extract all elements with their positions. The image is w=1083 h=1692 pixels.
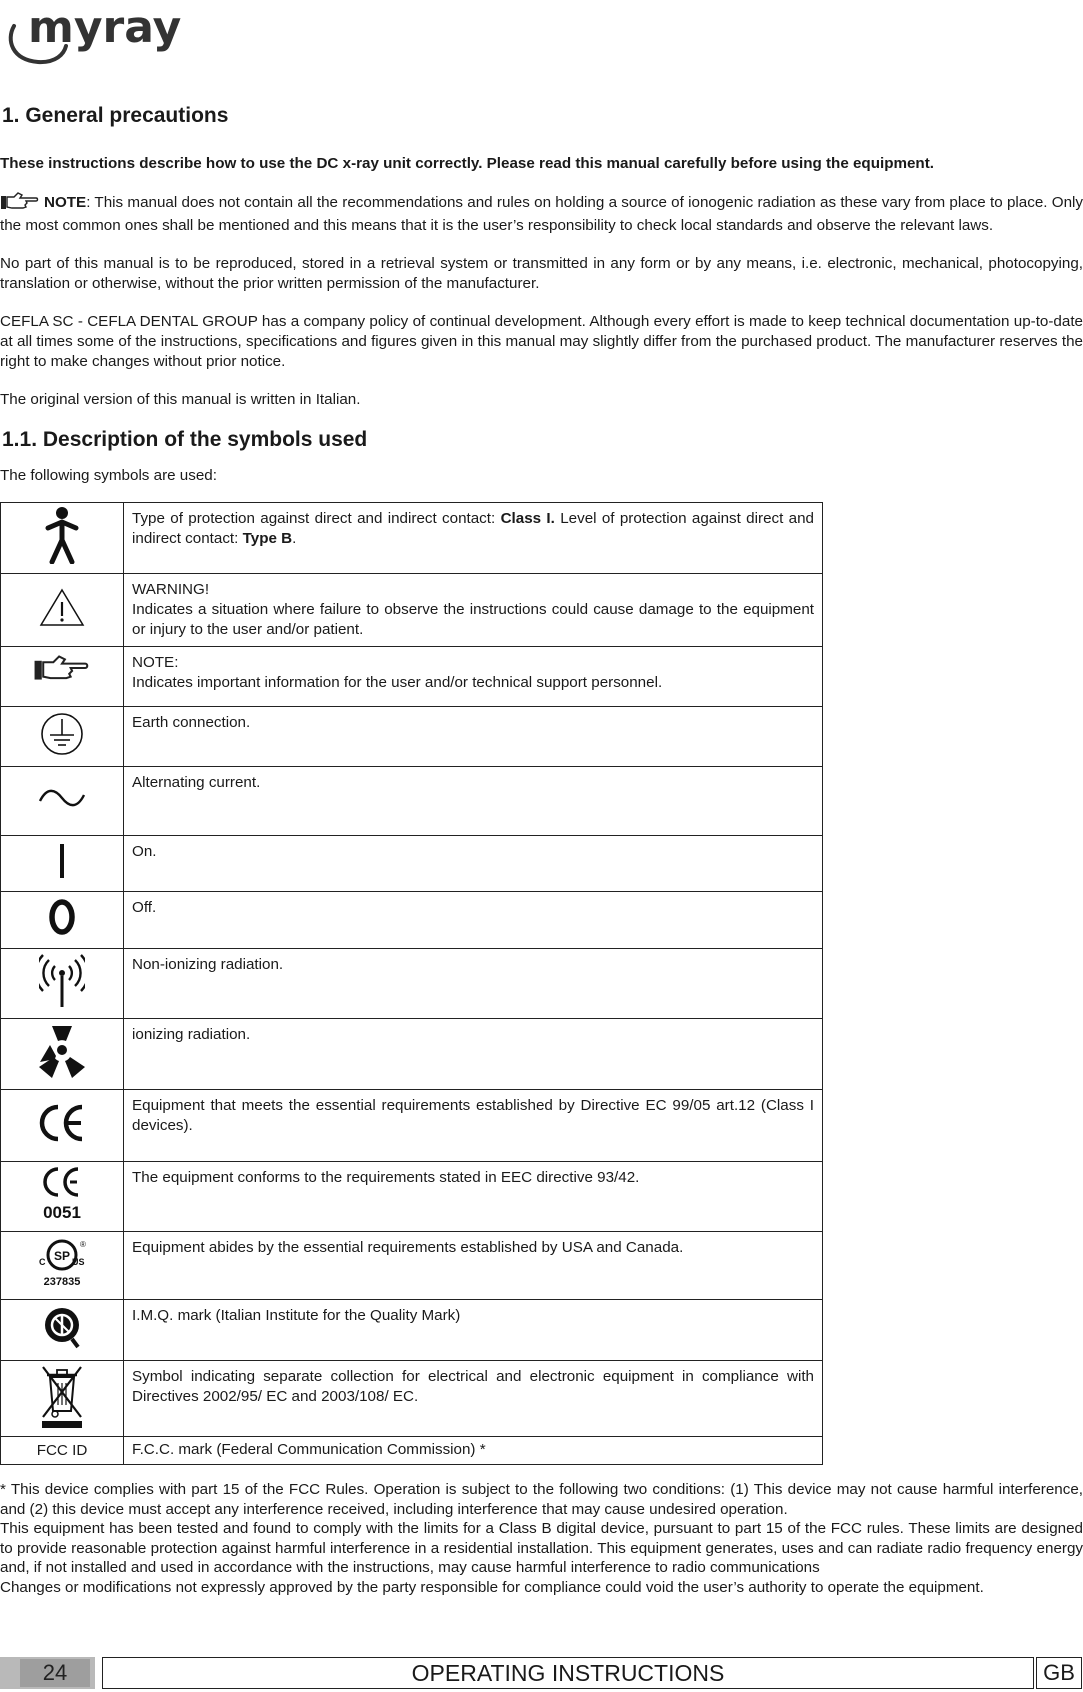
imq-mark-icon bbox=[42, 1305, 82, 1349]
ionizing-radiation-icon bbox=[37, 1022, 87, 1080]
page-content bbox=[0, 104, 1083, 1597]
ce-notified-body-code: 0051 bbox=[43, 1202, 81, 1222]
table-row bbox=[1, 1300, 823, 1361]
svg-text:US: US bbox=[72, 1256, 85, 1267]
page-number: 24 bbox=[20, 1659, 90, 1687]
logo-wordmark: myray bbox=[28, 2, 182, 53]
symbol-description: Equipment that meets the essential requirements established by Directive EC 99/05 art.12 (Class I devices). bbox=[124, 1090, 823, 1162]
symbol-cell bbox=[1, 647, 124, 707]
section-heading-symbols: 1.1. Description of the symbols used bbox=[2, 428, 368, 451]
power-off-icon bbox=[47, 898, 77, 936]
fcc-footnotes bbox=[0, 1480, 1083, 1597]
symbol-cell bbox=[1, 1361, 124, 1437]
symbol-description: Alternating current. bbox=[124, 767, 823, 836]
symbol-cell bbox=[1, 707, 124, 767]
alternating-current-icon bbox=[37, 787, 87, 809]
csa-certificate-number: 237835 bbox=[43, 1275, 81, 1288]
svg-text:®: ® bbox=[80, 1239, 86, 1249]
footnote-paragraph: Changes or modifications not expressly approved by the party responsible for compliance could void the user’s authority to operate the equipment. bbox=[0, 1578, 984, 1596]
footer-title: OPERATING INSTRUCTIONS bbox=[102, 1657, 1034, 1689]
table-row bbox=[1, 1232, 823, 1300]
power-on-icon bbox=[57, 842, 67, 880]
ce-0051-mark-icon bbox=[36, 1166, 88, 1222]
table-row bbox=[1, 647, 823, 707]
table-row bbox=[1, 1437, 823, 1465]
table-row bbox=[1, 574, 823, 647]
pointing-hand-icon bbox=[0, 192, 40, 216]
note-label: NOTE bbox=[44, 194, 87, 211]
language-code: GB bbox=[1036, 1657, 1082, 1689]
symbol-description: Earth connection. bbox=[124, 707, 823, 767]
table-row bbox=[1, 949, 823, 1019]
note-text: : This manual does not contain all the recommendations and rules on holding a source of ionogenic radiation as these vary from place to place. Only the most common ones shall be mentioned and this means that it is the user’s responsibility to check local standards and observe the relevant laws. bbox=[0, 194, 1083, 234]
symbol-description: On. bbox=[124, 836, 823, 892]
footnote-paragraph: * This device complies with part 15 of the FCC Rules. Operation is subject to the following two conditions: (1) This device may not cause harmful interference, and (2) this device must accept any interference received, including interference that may cause undesired operation. bbox=[0, 1481, 1083, 1518]
ce-mark-icon bbox=[36, 1103, 88, 1143]
myray-logo bbox=[4, 2, 204, 68]
symbol-cell bbox=[1, 1232, 124, 1300]
table-row bbox=[1, 767, 823, 836]
original-language-paragraph: The original version of this manual is written in Italian. bbox=[0, 391, 361, 408]
lead-paragraph: These instructions describe how to use the DC x-ray unit correctly. Please read this manual carefully before using the equipment. bbox=[0, 155, 934, 172]
symbol-description: I.M.Q. mark (Italian Institute for the Quality Mark) bbox=[124, 1300, 823, 1361]
fcc-id-label: FCC ID bbox=[1, 1437, 124, 1465]
note-paragraph bbox=[0, 192, 1083, 236]
svg-text:C: C bbox=[39, 1256, 46, 1267]
warning-triangle-icon bbox=[39, 587, 85, 627]
symbol-description: Symbol indicating separate collection for electrical and electronic equipment in compliance with Directives 2002/95/ EC and 2003/108/ EC. bbox=[124, 1361, 823, 1437]
symbol-cell bbox=[1, 767, 124, 836]
csa-us-mark-icon bbox=[34, 1235, 90, 1291]
symbol-cell bbox=[1, 949, 124, 1019]
non-ionizing-radiation-icon bbox=[39, 953, 85, 1009]
table-row bbox=[1, 892, 823, 949]
symbols-intro: The following symbols are used: bbox=[0, 467, 217, 484]
symbol-description: F.C.C. mark (Federal Communication Commission) * bbox=[124, 1437, 823, 1465]
symbol-cell bbox=[1, 1019, 124, 1090]
table-row bbox=[1, 1090, 823, 1162]
symbol-cell bbox=[1, 1162, 124, 1232]
weee-crossed-bin-icon bbox=[37, 1363, 87, 1429]
symbol-cell bbox=[1, 1300, 124, 1361]
symbol-description: ionizing radiation. bbox=[124, 1019, 823, 1090]
symbol-description: Off. bbox=[124, 892, 823, 949]
table-row bbox=[1, 707, 823, 767]
pointing-hand-icon bbox=[33, 655, 91, 681]
page-number-box bbox=[0, 1657, 95, 1689]
symbol-cell bbox=[1, 892, 124, 949]
copyright-paragraph: No part of this manual is to be reproduced, stored in a retrieval system or transmitted in any form or by any means, i.e. electronic, mechanical, photocopying, translation or otherwise, without the prior written permission of the manufacturer. bbox=[0, 255, 1083, 292]
table-row bbox=[1, 1162, 823, 1232]
symbol-cell bbox=[1, 574, 124, 647]
policy-paragraph: CEFLA SC - CEFLA DENTAL GROUP has a company policy of continual development. Although every effort is made to keep technical documentation up-to-date at all times some of the instructions, specifications and figures given in this manual may slightly differ from the purchased product. The manufacturer reserves the right to make changes without prior notice. bbox=[0, 313, 1083, 370]
footnote-paragraph: This equipment has been tested and found to comply with the limits for a Class B digital device, pursuant to part 15 of the FCC rules. These limits are designed to provide reasonable protection against harmful interference in a residential installation. This equipment generates, uses and can radiate radio frequency energy and, if not installed and used in accordance with the instructions, may cause harmful interference to radio communications bbox=[0, 1520, 1083, 1576]
symbol-cell bbox=[1, 503, 124, 574]
symbol-description: Non-ionizing radiation. bbox=[124, 949, 823, 1019]
table-row bbox=[1, 1361, 823, 1437]
symbols-table bbox=[0, 502, 823, 1465]
table-row bbox=[1, 836, 823, 892]
table-row bbox=[1, 503, 823, 574]
svg-text:SP: SP bbox=[53, 1248, 71, 1263]
symbol-description: Type of protection against direct and indirect contact: Class I. Level of protection against direct and indirect contact: Type B. bbox=[124, 503, 823, 574]
symbol-cell bbox=[1, 1090, 124, 1162]
symbol-description: The equipment conforms to the requirements stated in EEC directive 93/42. bbox=[124, 1162, 823, 1232]
type-b-person-icon bbox=[42, 506, 82, 564]
symbol-description: Equipment abides by the essential requirements established by USA and Canada. bbox=[124, 1232, 823, 1300]
earth-connection-icon bbox=[39, 711, 85, 757]
symbol-description: WARNING! Indicates a situation where failure to observe the instructions could cause damage to the equipment or injury to the user and/or patient. bbox=[124, 574, 823, 647]
table-row bbox=[1, 1019, 823, 1090]
symbol-cell bbox=[1, 836, 124, 892]
section-heading-general-precautions: 1. General precautions bbox=[2, 104, 229, 127]
symbol-description: NOTE: Indicates important information for the user and/or technical support personnel. bbox=[124, 647, 823, 707]
page-footer bbox=[0, 1657, 1083, 1689]
